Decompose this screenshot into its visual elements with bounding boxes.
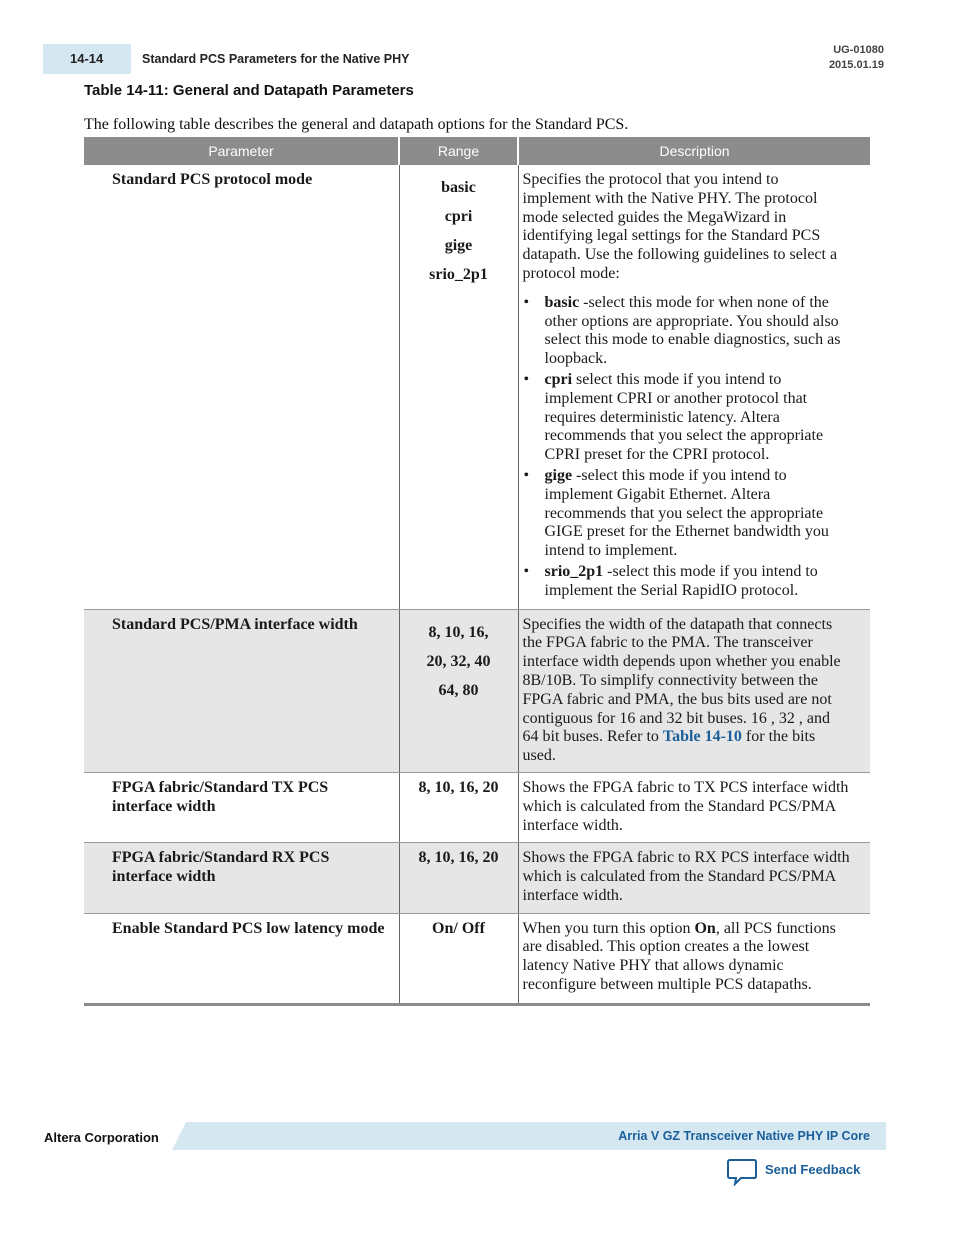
page-number: 14-14	[70, 51, 104, 66]
table-header-row	[84, 137, 870, 165]
protocol-options-list	[523, 294, 851, 601]
footer-band-notch	[172, 1122, 186, 1150]
range-value: On/ Off	[432, 919, 485, 937]
column-header-range: Range	[399, 137, 518, 165]
parameter-cell: Enable Standard PCS low latency mode	[84, 913, 399, 1004]
parameter-cell: FPGA fabric/Standard RX PCS interface width	[84, 843, 399, 913]
range-value: 8, 10, 16,	[428, 623, 489, 641]
range-value: gige	[444, 237, 473, 254]
doc-date: 2015.01.19	[828, 59, 884, 71]
range-value: 64, 80	[438, 681, 479, 699]
option-text: -select this mode for when none of the other options are appropriate. You should also select this mode to enable diagnostics, such as loopback.	[544, 293, 841, 368]
description-cell	[518, 609, 870, 772]
table-row	[84, 772, 870, 842]
description-cell: Shows the FPGA fabric to TX PCS interface width which is calculated from the Standard PCS/PMA interface width.	[518, 772, 870, 842]
option-text: -select this mode if you intend to implement Gigabit Ethernet. Altera recommends that you select the appropriate GIGE preset for the Ethernet bandwidth you intend to implement.	[544, 466, 829, 560]
range-cell	[399, 843, 518, 913]
option-text: -select this mode if you intend to implement the Serial RapidIO protocol.	[544, 562, 818, 599]
list-item	[523, 371, 851, 465]
description-text: Specifies the width of the datapath that connects the FPGA fabric to the PMA. The transceiver interface width depends upon whether you enable 8B/10B. To simplify connectivity between the FPGA fabric and PMA, the bus bits used are not contiguous for 16 and 32 bit buses. 16 , 32 , and 64 bit buses. Refer to	[522, 615, 841, 746]
table-row	[84, 843, 870, 913]
table-row	[84, 165, 870, 609]
description-cell: Shows the FPGA fabric to RX PCS interface width which is calculated from the Standard PCS/PMA interface width.	[518, 843, 870, 913]
table-reference-link[interactable]: Table 14-10	[662, 728, 742, 746]
parameter-cell: FPGA fabric/Standard TX PCS interface width	[84, 772, 399, 842]
description-text: Specifies the protocol that you intend to implement with the Native PHY. The protocol mode selected guides the MegaWizard in identifying legal settings for the Standard PCS datapath. Use the following guidelines to select a protocol mode:	[522, 171, 838, 282]
table-row	[84, 609, 870, 772]
option-term: basic	[544, 293, 580, 311]
footer-company: Altera Corporation	[44, 1130, 159, 1145]
range-value: srio_2p1	[429, 266, 488, 283]
parameter-cell: Standard PCS/PMA interface width	[84, 609, 399, 772]
description-cell	[518, 165, 870, 609]
list-item	[523, 563, 851, 601]
footer-product-title: Arria V GZ Transceiver Native PHY IP Core	[618, 1129, 870, 1143]
column-header-parameter: Parameter	[84, 137, 399, 165]
send-feedback-link[interactable]: Send Feedback	[765, 1162, 861, 1177]
range-value: 8, 10, 16, 20	[418, 778, 499, 796]
range-cell	[399, 165, 518, 609]
list-item	[523, 467, 851, 561]
table-caption: Table 14-11: General and Datapath Parameters	[84, 82, 414, 99]
doc-id: UG-01080	[833, 44, 884, 56]
option-term: srio_2p1	[544, 562, 604, 580]
option-text: select this mode if you intend to implement CPRI or another protocol that requires deterministic latency. Altera recommends that you select the appropriate CPRI preset for the CPRI protocol.	[544, 370, 824, 464]
range-cell	[399, 609, 518, 772]
range-value: basic	[441, 179, 476, 196]
range-cell	[399, 772, 518, 842]
description-emphasis: On	[694, 919, 716, 937]
column-header-description: Description	[518, 137, 870, 165]
parameter-cell: Standard PCS protocol mode	[84, 165, 399, 609]
range-value: 20, 32, 40	[426, 652, 491, 670]
description-text: , all PCS functions are disabled. This option creates a the lowest latency Native PHY that allows dynamic reconfigure between multiple PCS datapaths.	[522, 919, 836, 994]
intro-text: The following table describes the general and datapath options for the Standard PCS.	[84, 116, 629, 133]
range-value: 8, 10, 16, 20	[418, 849, 499, 867]
section-title: Standard PCS Parameters for the Native PHY	[142, 52, 410, 66]
range-value: cpri	[444, 208, 473, 225]
description-text: When you turn this option	[522, 919, 695, 937]
option-term: gige	[544, 466, 573, 484]
speech-bubble-icon[interactable]	[727, 1158, 757, 1186]
description-cell	[518, 913, 870, 1004]
parameters-table	[84, 137, 870, 1006]
option-term: cpri	[544, 370, 573, 388]
range-cell	[399, 913, 518, 1004]
list-item	[523, 294, 851, 369]
description-text: for the bits used.	[522, 728, 816, 765]
doc-info	[829, 43, 884, 73]
table-row	[84, 913, 870, 1004]
